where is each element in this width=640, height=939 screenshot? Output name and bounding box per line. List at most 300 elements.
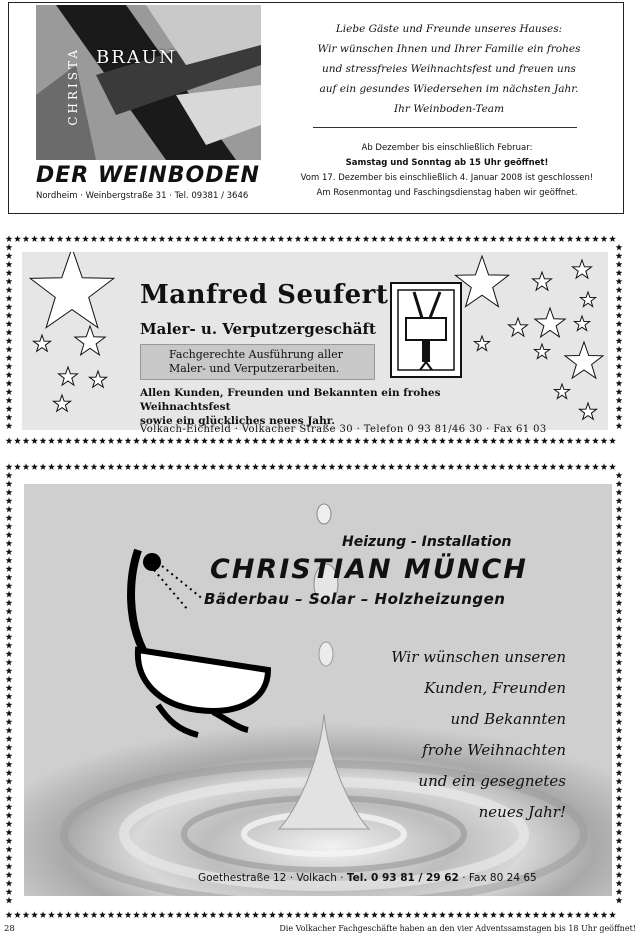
border-star <box>616 405 623 412</box>
border-star <box>363 911 370 918</box>
border-star <box>541 437 548 444</box>
border-star <box>116 235 123 242</box>
border-star <box>6 540 13 547</box>
border-star <box>490 463 497 470</box>
border-star <box>312 437 319 444</box>
border-star <box>23 437 30 444</box>
border-star <box>397 235 404 242</box>
border-star <box>6 778 13 785</box>
border-star <box>6 405 13 412</box>
border-star <box>6 701 13 708</box>
muench-address: Goethestraße 12 · Volkach · <box>198 872 347 884</box>
border-star <box>616 531 623 538</box>
border-star <box>422 437 429 444</box>
wish-line: neues Jahr! <box>478 803 566 821</box>
border-star <box>57 911 64 918</box>
weinboden-title: DER WEINBODEN <box>36 163 260 188</box>
border-star <box>388 463 395 470</box>
border-star <box>524 235 531 242</box>
border-star <box>363 437 370 444</box>
border-star <box>23 463 30 470</box>
border-star <box>422 235 429 242</box>
border-star <box>6 735 13 742</box>
wish-line: Allen Kunden, Freunden und Bekannten ein frohes Weihnachtsfest <box>140 387 441 413</box>
border-star <box>558 911 565 918</box>
border-star <box>405 235 412 242</box>
border-star <box>616 514 623 521</box>
border-star <box>159 235 166 242</box>
border-star <box>507 437 514 444</box>
decorative-star <box>509 318 528 336</box>
border-star <box>616 582 623 589</box>
border-star <box>82 235 89 242</box>
border-star <box>616 303 623 310</box>
border-star <box>108 463 115 470</box>
border-star <box>6 888 13 895</box>
border-star <box>329 911 336 918</box>
border-star <box>150 911 157 918</box>
border-star <box>397 911 404 918</box>
border-star <box>235 911 242 918</box>
border-star <box>6 752 13 759</box>
border-star <box>99 235 106 242</box>
border-star <box>414 463 421 470</box>
border-star <box>541 235 548 242</box>
greeting-line: und stressfreies Weihnachtsfest und freuen uns <box>322 63 576 75</box>
border-star <box>616 312 623 319</box>
border-star <box>286 911 293 918</box>
border-star <box>108 235 115 242</box>
border-star <box>6 463 13 470</box>
border-star <box>575 235 582 242</box>
border-star <box>40 463 47 470</box>
border-star <box>91 911 98 918</box>
border-star <box>295 911 302 918</box>
border-star <box>6 574 13 581</box>
border-star <box>456 463 463 470</box>
border-star <box>184 235 191 242</box>
border-star <box>286 235 293 242</box>
border-star <box>31 463 38 470</box>
border-star <box>278 463 285 470</box>
border-star <box>278 437 285 444</box>
border-star <box>439 463 446 470</box>
wish-line: Wir wünschen unseren <box>391 648 566 666</box>
border-star <box>6 346 13 353</box>
border-star <box>91 463 98 470</box>
border-star <box>6 744 13 751</box>
border-star <box>380 463 387 470</box>
border-star <box>6 320 13 327</box>
border-star <box>278 911 285 918</box>
border-star <box>616 752 623 759</box>
border-star <box>125 463 132 470</box>
border-star <box>6 718 13 725</box>
border-star <box>616 854 623 861</box>
border-star <box>142 235 149 242</box>
border-star <box>354 911 361 918</box>
border-star <box>516 463 523 470</box>
border-star <box>6 829 13 836</box>
border-star <box>6 803 13 810</box>
border-star <box>499 437 506 444</box>
border-star <box>269 463 276 470</box>
border-star <box>261 437 268 444</box>
decorative-star <box>533 272 552 290</box>
border-star <box>507 235 514 242</box>
border-star <box>354 463 361 470</box>
border-star <box>431 911 438 918</box>
border-star <box>482 911 489 918</box>
border-star <box>616 684 623 691</box>
border-star <box>218 911 225 918</box>
border-star <box>584 437 591 444</box>
border-star <box>74 463 81 470</box>
border-star <box>616 846 623 853</box>
border-star <box>541 463 548 470</box>
border-star <box>550 911 557 918</box>
border-star <box>439 235 446 242</box>
border-star <box>616 880 623 887</box>
border-star <box>616 286 623 293</box>
border-star <box>125 911 132 918</box>
border-star <box>380 235 387 242</box>
border-star <box>6 599 13 606</box>
border-star <box>176 911 183 918</box>
border-star <box>616 540 623 547</box>
border-star <box>337 463 344 470</box>
border-star <box>159 437 166 444</box>
border-star <box>167 437 174 444</box>
wish-line: und ein gesegnetes <box>418 772 566 790</box>
border-star <box>6 693 13 700</box>
border-star <box>6 303 13 310</box>
border-star <box>6 625 13 632</box>
border-star <box>414 911 421 918</box>
border-star <box>320 437 327 444</box>
border-star <box>261 463 268 470</box>
decorative-star <box>455 256 508 307</box>
border-star <box>448 437 455 444</box>
page-number: 28 <box>4 924 15 934</box>
border-star <box>6 591 13 598</box>
border-star <box>252 911 259 918</box>
border-star <box>116 463 123 470</box>
border-star <box>6 650 13 657</box>
border-star <box>616 693 623 700</box>
border-star <box>592 235 599 242</box>
border-star <box>616 388 623 395</box>
border-star <box>448 235 455 242</box>
greeting-line: Liebe Gäste und Freunde unseres Hauses: <box>335 23 563 35</box>
border-star <box>57 463 64 470</box>
border-star <box>210 911 217 918</box>
border-star <box>363 235 370 242</box>
border-star <box>57 235 64 242</box>
border-star <box>278 235 285 242</box>
hours-line: Ab Dezember bis einschließlich Februar: <box>361 143 533 153</box>
border-star <box>558 235 565 242</box>
border-star <box>473 911 480 918</box>
border-star <box>431 437 438 444</box>
border-star <box>524 463 531 470</box>
border-star <box>269 911 276 918</box>
border-star <box>6 252 13 259</box>
border-star <box>65 235 72 242</box>
border-star <box>616 337 623 344</box>
border-star <box>499 235 506 242</box>
border-star <box>380 437 387 444</box>
border-star <box>550 463 557 470</box>
border-star <box>346 463 353 470</box>
border-star <box>6 514 13 521</box>
border-star <box>616 888 623 895</box>
border-star <box>244 911 251 918</box>
border-star <box>320 463 327 470</box>
border-star <box>40 437 47 444</box>
border-star <box>261 235 268 242</box>
border-star <box>507 463 514 470</box>
border-star <box>320 235 327 242</box>
border-star <box>201 463 208 470</box>
border-star <box>125 235 132 242</box>
border-star <box>380 911 387 918</box>
seufert-name: Manfred Seufert <box>140 280 389 310</box>
border-star <box>210 235 217 242</box>
decorative-star <box>89 371 106 387</box>
border-star <box>6 608 13 615</box>
border-star <box>184 911 191 918</box>
border-star <box>448 911 455 918</box>
border-star <box>558 463 565 470</box>
border-star <box>371 463 378 470</box>
border-star <box>184 463 191 470</box>
border-star <box>567 437 574 444</box>
muench-fax: · Fax 80 24 65 <box>458 872 537 884</box>
border-star <box>550 437 557 444</box>
border-star <box>91 437 98 444</box>
border-star <box>616 633 623 640</box>
border-star <box>99 463 106 470</box>
hours-line: Vom 17. Dezember bis einschließlich 4. Januar 2008 ist geschlossen! <box>300 173 594 183</box>
border-star <box>6 531 13 538</box>
border-star <box>227 463 234 470</box>
border-star <box>616 718 623 725</box>
border-star <box>150 463 157 470</box>
decorative-star <box>75 326 105 355</box>
border-star <box>507 911 514 918</box>
border-star <box>286 463 293 470</box>
border-star <box>558 437 565 444</box>
border-star <box>414 437 421 444</box>
border-star <box>516 911 523 918</box>
border-star <box>176 235 183 242</box>
border-star <box>575 463 582 470</box>
border-star <box>133 235 140 242</box>
border-star <box>269 235 276 242</box>
weinboden-hours <box>297 141 597 201</box>
border-star <box>6 244 13 251</box>
weinboden-address: Nordheim · Weinbergstraße 31 · Tel. 09381 / 3646 <box>36 191 249 201</box>
border-star <box>601 911 608 918</box>
border-star <box>616 354 623 361</box>
border-star <box>616 599 623 606</box>
weinboden-ad <box>8 2 624 214</box>
border-star <box>6 911 13 918</box>
border-star <box>48 437 55 444</box>
border-star <box>6 633 13 640</box>
border-star <box>616 710 623 717</box>
greeting-line: Wir wünschen Ihnen und Ihrer Familie ein frohes <box>317 43 581 55</box>
border-star <box>616 676 623 683</box>
border-star <box>616 380 623 387</box>
border-star <box>6 795 13 802</box>
border-star <box>6 489 13 496</box>
border-star <box>6 616 13 623</box>
border-star <box>616 506 623 513</box>
border-star <box>167 911 174 918</box>
border-star <box>516 437 523 444</box>
border-star <box>405 911 412 918</box>
seufert-ad <box>4 234 624 446</box>
border-star <box>125 437 132 444</box>
border-star <box>6 871 13 878</box>
border-star <box>490 437 497 444</box>
border-star <box>6 363 13 370</box>
border-star <box>616 761 623 768</box>
border-star <box>397 437 404 444</box>
border-star <box>397 463 404 470</box>
border-star <box>616 616 623 623</box>
border-star <box>6 863 13 870</box>
muench-panel <box>24 484 612 896</box>
border-star <box>616 786 623 793</box>
border-star <box>303 235 310 242</box>
border-star <box>346 911 353 918</box>
border-star <box>176 463 183 470</box>
border-star <box>616 278 623 285</box>
border-star <box>6 422 13 429</box>
border-star <box>616 803 623 810</box>
border-star <box>609 463 616 470</box>
border-star <box>616 244 623 251</box>
border-star <box>616 414 623 421</box>
border-star <box>193 437 200 444</box>
border-star <box>116 911 123 918</box>
border-star <box>142 437 149 444</box>
seufert-panel <box>22 252 608 435</box>
border-star <box>456 437 463 444</box>
border-star <box>235 235 242 242</box>
border-star <box>465 437 472 444</box>
border-star <box>533 235 540 242</box>
divider <box>313 127 577 128</box>
border-star <box>6 337 13 344</box>
border-star <box>48 463 55 470</box>
border-star <box>473 463 480 470</box>
border-star <box>616 472 623 479</box>
border-star <box>6 812 13 819</box>
border-star <box>6 329 13 336</box>
border-star <box>388 911 395 918</box>
border-star <box>405 437 412 444</box>
border-star <box>65 437 72 444</box>
border-star <box>286 437 293 444</box>
border-star <box>244 235 251 242</box>
border-star <box>6 371 13 378</box>
border-star <box>57 437 64 444</box>
border-star <box>227 235 234 242</box>
border-star <box>193 463 200 470</box>
border-star <box>346 437 353 444</box>
border-star <box>6 557 13 564</box>
border-star <box>616 650 623 657</box>
border-star <box>235 437 242 444</box>
border-star <box>167 235 174 242</box>
border-star <box>99 911 106 918</box>
border-star <box>482 463 489 470</box>
border-star <box>431 235 438 242</box>
border-star <box>227 437 234 444</box>
border-star <box>616 735 623 742</box>
border-star <box>456 911 463 918</box>
border-star <box>6 727 13 734</box>
decorative-star <box>534 344 549 359</box>
border-star <box>616 497 623 504</box>
border-star <box>6 354 13 361</box>
muench-subtitle: Bäderbau – Solar – Holzheizungen <box>204 590 506 608</box>
border-star <box>346 235 353 242</box>
border-star <box>473 437 480 444</box>
border-star <box>465 911 472 918</box>
border-star <box>567 463 574 470</box>
border-star <box>159 463 166 470</box>
border-star <box>6 837 13 844</box>
border-star <box>524 911 531 918</box>
wish-line: Kunden, Freunden <box>424 679 566 697</box>
border-star <box>6 437 13 444</box>
border-star <box>14 911 21 918</box>
border-star <box>439 437 446 444</box>
seufert-trade: Maler- u. Verputzergeschäft <box>140 320 376 338</box>
border-star <box>616 320 623 327</box>
border-star <box>616 261 623 268</box>
border-star <box>210 463 217 470</box>
border-star <box>82 437 89 444</box>
border-star <box>193 235 200 242</box>
muench-contact <box>198 872 578 884</box>
wish-line: frohe Weihnachten <box>422 741 566 759</box>
border-star <box>6 278 13 285</box>
border-star <box>6 388 13 395</box>
border-star <box>473 235 480 242</box>
border-star <box>482 437 489 444</box>
border-star <box>616 829 623 836</box>
border-star <box>6 582 13 589</box>
border-star <box>6 235 13 242</box>
border-star <box>65 911 72 918</box>
border-star <box>6 312 13 319</box>
border-star <box>6 295 13 302</box>
muench-phone: Tel. 0 93 81 / 29 62 <box>346 872 459 884</box>
border-star <box>48 911 55 918</box>
border-star <box>616 659 623 666</box>
border-star <box>584 463 591 470</box>
border-star <box>431 463 438 470</box>
border-star <box>303 911 310 918</box>
decorative-star <box>579 403 596 419</box>
border-star <box>40 911 47 918</box>
